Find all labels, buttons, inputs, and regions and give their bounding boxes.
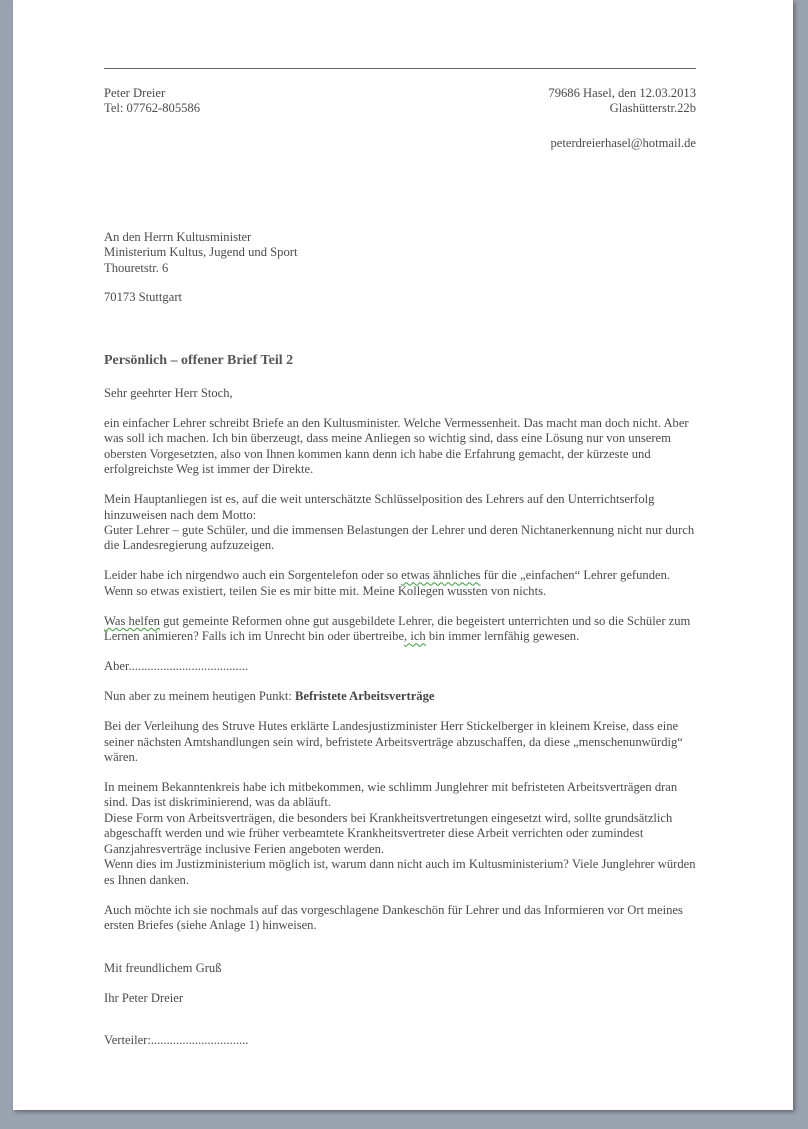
- recipient-city: 70173 Stuttgart: [104, 290, 183, 304]
- sender-street: Glashütterstr.22b: [609, 101, 696, 116]
- verteiler: Verteiler:...............................: [104, 1032, 249, 1047]
- signature: Ihr Peter Dreier: [104, 991, 184, 1006]
- paragraph-8c: Wenn dies im Justizministerium möglich ist, warum dann nicht auch im Kultusministerium? Viele Junglehrer würden es Ihnen danken.: [104, 857, 696, 887]
- grammar-squiggle[interactable]: Was helfen: [104, 613, 160, 628]
- header-rule: [104, 68, 696, 69]
- paragraph-2: [104, 492, 696, 554]
- paragraph-7: Bei der Verleihung des Struve Hutes erklärte Landesjustizminister Herr Stickelberger in kleinem Kreise, dass eine seiner nächsten Amtshandlungen sein wird, befristete Arbeitsverträge abzuschaffen, da diese „menschenunwürdig“ wären.: [104, 719, 683, 765]
- letter-body: [104, 386, 696, 1063]
- paragraph-3-text: Leider habe ich nirgendwo auch ein Sorgentelefon oder so: [104, 568, 402, 583]
- recipient-line1: An den Herrn Kultusminister: [104, 230, 252, 244]
- letter-subject: Persönlich – offener Brief Teil 2: [104, 353, 294, 368]
- paragraph-4: [104, 614, 696, 645]
- sender-tel: Tel: 07762-805586: [104, 101, 201, 116]
- recipient-line2: Ministerium Kultus, Jugend und Sport: [104, 245, 298, 260]
- place-date: 79686 Hasel, den 12.03.2013: [548, 86, 696, 100]
- paragraph-4-text: gut gemeinte Reformen ohne gut ausgebildete Lehrer, die begeistert unterrichten und so die Schüler zum Lernen animieren? Falls ich im Unrecht bin oder übertreibe: [104, 613, 691, 644]
- letter-content: [104, 56, 696, 1047]
- sender-email: peterdreierhasel@hotmail.de: [550, 136, 696, 150]
- paragraph-3-text-end: für die „einfachen“ Lehrer gefunden. Wenn so etwas existiert, teilen Sie es mir bitte mit. Meine Kollegen wussten von nichts.: [104, 568, 671, 598]
- topic-bold: Befristete Arbeitsverträge: [294, 689, 435, 704]
- paragraph-5: Aber......................................: [104, 659, 249, 674]
- paragraph-6: [104, 689, 696, 704]
- recipient-line3: Thouretstr. 6: [104, 260, 169, 275]
- sender-name: Peter Dreier: [104, 86, 166, 100]
- paragraph-1: ein einfacher Lehrer schreibt Briefe an den Kultusminister. Welche Vermessenheit. Das macht man doch nicht. Aber was soll ich machen. Ich bin überzeugt, dass meine Anliegen so wichtig sind, dass eine Lösung nur von unserem obersten Vorgesetzten, also von Ihnen kommen kann denn ich habe die Erfahrung gemacht, der kürzeste und erfolgreichste Weg ist immer der Direkte.: [104, 416, 689, 477]
- salutation: Sehr geehrter Herr Stoch,: [104, 386, 233, 400]
- paragraph-6-text: Nun aber zu meinem heutigen Punkt:: [104, 689, 295, 704]
- paragraph-8: [104, 780, 696, 888]
- recipient-block: [104, 230, 297, 276]
- paragraph-8b: Diese Form von Arbeitsverträgen, die besonders bei Krankheitsvertretungen eingesetzt wird, sollte grundsätzlich abgeschafft werden und wie früher verbeamtete Krankheitsvertreter diese Arbeit verrichten oder zumindest Ganzjahresverträge inclusive Ferien angeboten werden.: [104, 810, 673, 856]
- paragraph-2a: Mein Hauptanliegen ist es, auf die weit unterschätzte Schlüsselposition des Lehrers auf den Unterrichtserfolg hinzuweisen nach dem Motto:: [104, 492, 655, 522]
- sender-address: [548, 86, 696, 117]
- paragraph-9: Auch möchte ich sie nochmals auf das vorgeschlagene Dankeschön für Lehrer und das Informieren vor Ort meines ersten Briefes (siehe Anlage 1) hinweisen.: [104, 902, 683, 932]
- document-page: [13, 0, 793, 1110]
- grammar-squiggle[interactable]: , ich: [404, 629, 426, 644]
- closing: Mit freundlichem Gruß: [104, 961, 222, 976]
- paragraph-2b: Guter Lehrer – gute Schüler, und die immensen Belastungen der Lehrer und deren Nichtanerkennung nicht nur durch die Landesregierung aufzuzeigen.: [104, 523, 695, 553]
- paragraph-8a: In meinem Bekanntenkreis habe ich mitbekommen, wie schlimm Junglehrer mit befristeten Arbeitsverträgen dran sind. Das ist diskriminierend, was da abläuft.: [104, 780, 678, 810]
- paragraph-3: [104, 568, 696, 599]
- paragraph-4-text-end: bin immer lernfähig gewesen.: [425, 629, 580, 644]
- grammar-squiggle[interactable]: etwas ähnliches: [401, 568, 481, 583]
- sender-block: [104, 86, 200, 117]
